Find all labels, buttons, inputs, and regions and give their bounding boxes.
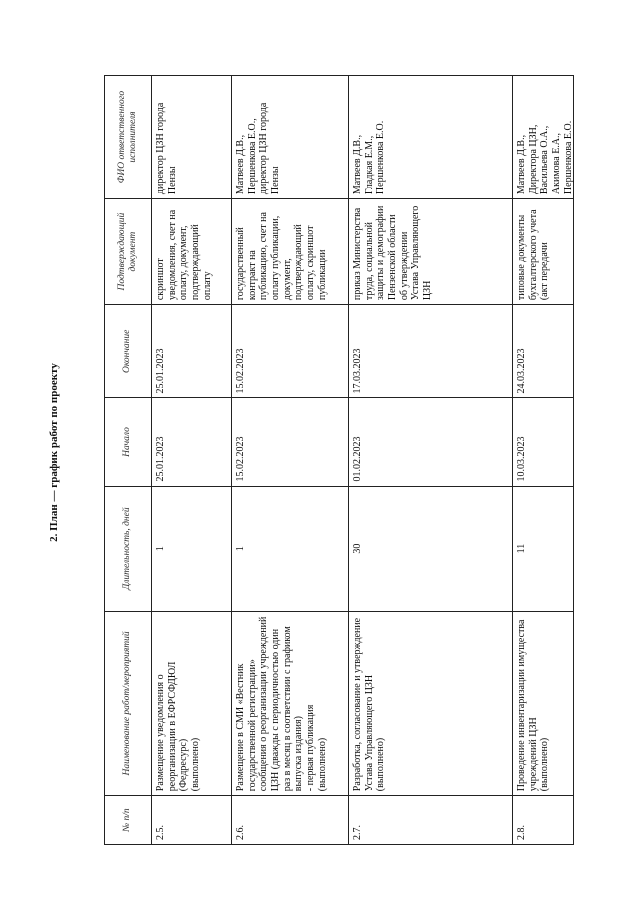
duration-text: 30 xyxy=(352,543,363,554)
responsible-person-text: Матвеев Д.В., Гладкая Е.М., Першенкова Е.О. xyxy=(352,120,387,195)
duration xyxy=(513,486,574,611)
row-number xyxy=(232,796,349,845)
confirming-document-text: скриншот уведомления, счет на оплату, документ, подтверждающий оплату xyxy=(155,209,213,301)
start-date-text: 15.02.2023 xyxy=(235,436,246,482)
confirming-document xyxy=(349,199,513,305)
end-date-text: 15.02.2023 xyxy=(235,348,246,394)
row-number-text: 2.7. xyxy=(352,825,363,840)
responsible-person xyxy=(513,76,574,199)
task-name-text: Размещение уведомления о реорганизации в ЕФРСФДЮЛ (Федресурс) (выполнено) xyxy=(155,661,202,792)
col-header-end: Окончание xyxy=(105,305,152,398)
task-name xyxy=(232,611,349,796)
end-date-text: 25.01.2023 xyxy=(155,348,166,394)
duration-text: 11 xyxy=(516,543,527,554)
responsible-person-text: директор ЦЗН города Пензы xyxy=(155,102,178,195)
task-name-text: Проведение инвентаризации имущества учреждений ЦЗН (выполнено) xyxy=(516,619,551,792)
start-date xyxy=(513,398,574,486)
end-date xyxy=(232,305,349,398)
col-header-start: Начало xyxy=(105,398,152,486)
end-date-text: 24.03.2023 xyxy=(516,348,527,394)
start-date xyxy=(349,398,513,486)
table-header-row xyxy=(105,76,152,845)
task-name-text: Разработка, согласование и утверждение Устава Управляющего ЦЗН (выполнено) xyxy=(352,617,387,792)
task-name xyxy=(152,611,232,796)
confirming-document-text: типовые документы бухгалтерского учета (акт передачи xyxy=(516,209,551,301)
start-date-text: 01.02.2023 xyxy=(352,436,363,482)
row-number xyxy=(513,796,574,845)
end-date xyxy=(152,305,232,398)
table-row xyxy=(349,76,513,845)
col-header-doc: Подтверждающий документ xyxy=(105,199,152,305)
responsible-person-text: Матвеев Д.В., Директора ЦЗН, Васильева О.А., Акимова Е.А., Першенкова Е.О. xyxy=(516,120,574,195)
start-date xyxy=(232,398,349,486)
responsible-person xyxy=(232,76,349,199)
confirming-document xyxy=(232,199,349,305)
responsible-person-text: Матвеев Д.В., Першенкова Е.О., директор ЦЗН города Пензы xyxy=(235,102,282,195)
work-plan-table xyxy=(104,75,574,845)
start-date-text: 10.03.2023 xyxy=(516,436,527,482)
task-name xyxy=(513,611,574,796)
row-number xyxy=(152,796,232,845)
duration xyxy=(152,486,232,611)
confirming-document-text: приказ Министерства труда, социальной защиты и демографии Пензенской области об утверждении Устава Управляющего ЦЗН xyxy=(352,205,434,301)
table-row xyxy=(232,76,349,845)
task-name xyxy=(349,611,513,796)
start-date xyxy=(152,398,232,486)
responsible-person xyxy=(349,76,513,199)
confirming-document-text: государственный контракт на публикацию, счет на оплату публикации, документ, подтверждающий оплату, скриншот публикации xyxy=(235,212,328,301)
col-header-name: Наименование работ/мероприятий xyxy=(105,611,152,796)
col-header-duration: Длительность, дней xyxy=(105,486,152,611)
duration xyxy=(232,486,349,611)
confirming-document xyxy=(513,199,574,305)
table-row xyxy=(152,76,232,845)
end-date xyxy=(349,305,513,398)
table-row xyxy=(513,76,574,845)
duration-text: 1 xyxy=(155,546,166,552)
confirming-document xyxy=(152,199,232,305)
duration-text: 1 xyxy=(235,546,246,552)
row-number xyxy=(349,796,513,845)
responsible-person xyxy=(152,76,232,199)
section-heading: 2. План — график работ по проекту xyxy=(48,363,60,542)
end-date xyxy=(513,305,574,398)
duration xyxy=(349,486,513,611)
task-name-text: Размещение в СМИ «Вестник государственной регистрации» сообщения о реорганизации учреждений ЦЗН (дважды с периодичностью один раз в месяц в соответствии с графиком выпуска издания) - первая публикация (выполнено) xyxy=(235,616,328,792)
col-header-num: № п/п xyxy=(105,796,152,845)
row-number-text: 2.5. xyxy=(155,825,166,840)
row-number-text: 2.6. xyxy=(235,825,246,840)
row-number-text: 2.8. xyxy=(516,825,527,840)
end-date-text: 17.03.2023 xyxy=(352,348,363,394)
col-header-responsible: ФИО ответственного исполнителя xyxy=(105,76,152,199)
start-date-text: 25.01.2023 xyxy=(155,436,166,482)
